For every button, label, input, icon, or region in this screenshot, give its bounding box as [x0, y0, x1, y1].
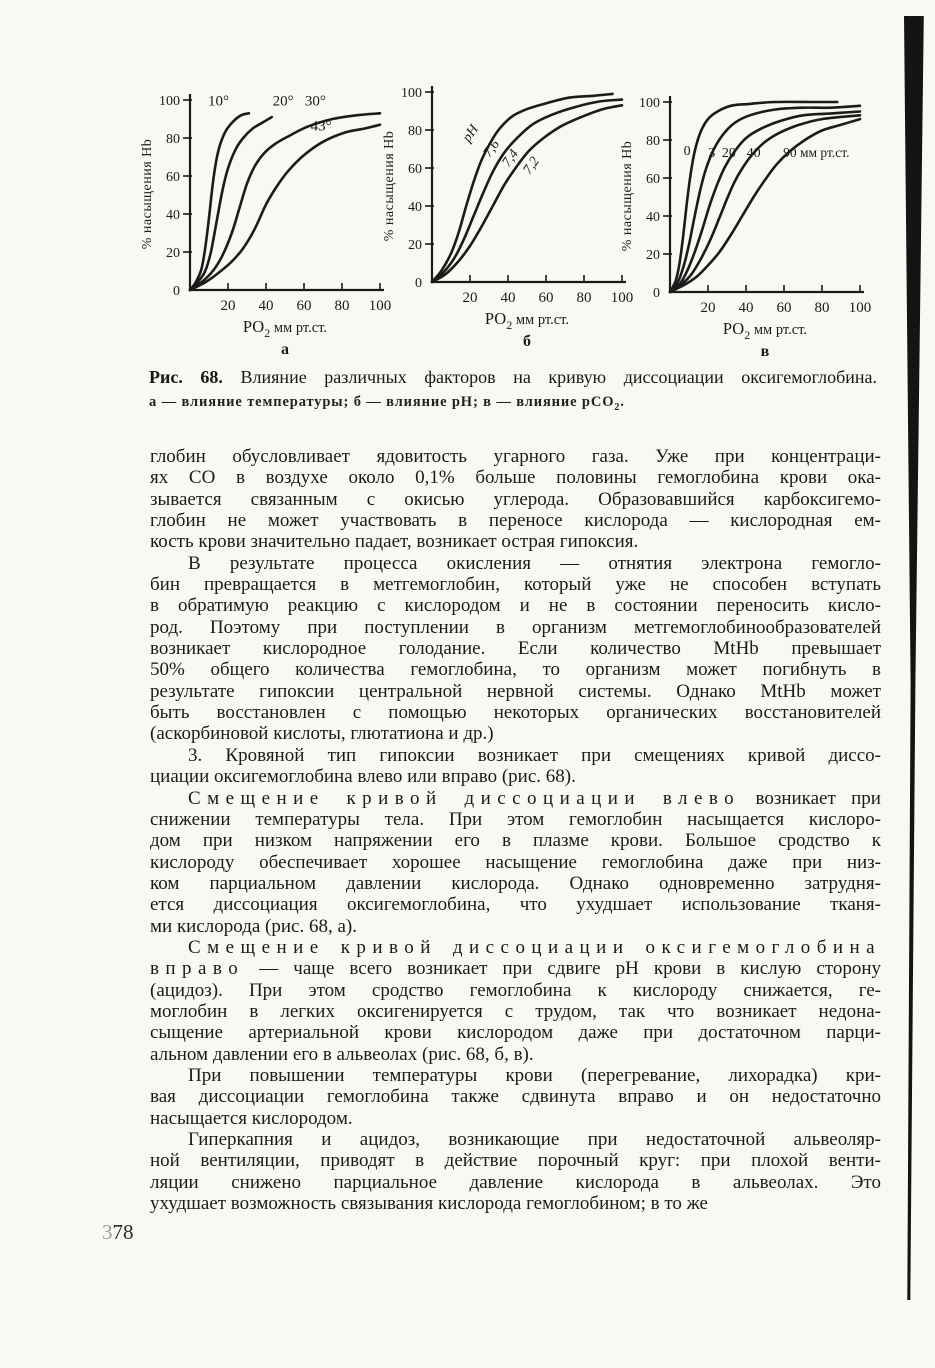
- y-tick-label: 40: [166, 208, 180, 223]
- dissociation-chart-ph: [374, 78, 636, 350]
- curve-pH-7-2: [432, 105, 622, 282]
- x-axis-title: $РО_2$ мм рт.ст.: [722, 319, 808, 342]
- y-tick-label: 100: [639, 96, 660, 111]
- text-line: [150, 681, 881, 702]
- y-tick-label: 0: [415, 276, 422, 291]
- text-segment: — чаще всего возникает при сдвиге pH крови в кислую сторону: [244, 958, 881, 980]
- figure-caption: [149, 366, 877, 413]
- paragraph: [150, 1129, 881, 1214]
- text-segment: снижении температуры тела. При этом гемоглобин насыщается кислоро-: [150, 808, 881, 830]
- text-segment: бин превращается в метгемоглобин, который уже не способен вступать: [150, 574, 881, 596]
- text-segment: (ацидоз). При этом сродство гемоглобина к кислороду снижается, ге-: [150, 979, 881, 1001]
- text-line: [150, 489, 881, 510]
- text-line: [150, 745, 881, 766]
- x-tick-label: 60: [776, 300, 792, 316]
- text-line: [150, 1065, 881, 1086]
- text-line: [150, 446, 881, 467]
- text-segment: ях СО в воздухе около 0,1% больше половины гемоглобина крови ока-: [150, 467, 881, 489]
- x-tick-label: 80: [576, 290, 592, 306]
- figure-caption-note: [149, 394, 877, 413]
- text-segment: вая диссоциации гемоглобина также сдвинута вправо и он недостаточно: [150, 1086, 881, 1108]
- y-tick-label: 80: [408, 124, 422, 139]
- curve-label: 7,4: [499, 146, 522, 170]
- text-line: [150, 830, 881, 851]
- text-segment: альном давлении его в альвеолах (рис. 68, б, в).: [150, 1043, 534, 1065]
- x-tick-label: 100: [848, 300, 872, 316]
- curve-label: 7,6: [480, 137, 503, 161]
- text-line: [150, 1193, 881, 1214]
- y-tick-label: 40: [646, 210, 660, 225]
- text-segment: сыщение артериальной крови кислородом даже при достаточном парци-: [150, 1022, 881, 1044]
- text-segment: насыщается кислородом.: [150, 1107, 353, 1129]
- curve-label: 20°: [272, 93, 294, 110]
- paragraph: [150, 1065, 881, 1129]
- chart-c-plot: [612, 88, 874, 360]
- curve-label: 20: [721, 146, 736, 162]
- text-line: [150, 1108, 881, 1129]
- text-segment: ется диссоциация оксигемоглобина, что ухудшает использование тканя-: [150, 894, 881, 916]
- y-tick-label: 80: [166, 132, 180, 147]
- caption-note-segment: — влияние рСО: [491, 394, 615, 410]
- y-tick-label: 0: [653, 286, 660, 301]
- text-segment: ми кислорода (рис. 68, а).: [150, 915, 357, 937]
- text-segment: ком парциальном давлении кислорода. Однако одновременно затрудня-: [150, 872, 881, 894]
- text-line: [150, 723, 881, 744]
- curve-label: 7,2: [520, 154, 543, 178]
- text-line: [150, 1150, 881, 1171]
- text-segment: моглобин в легких оксигенируется с трудом, так что возникает недона-: [150, 1000, 881, 1022]
- panel-letter: в: [760, 343, 770, 360]
- x-tick-label: 60: [538, 290, 554, 306]
- caption-note-segment: — влияние температуры;: [157, 394, 354, 410]
- text-line: [150, 916, 881, 937]
- text-line: [150, 553, 881, 574]
- y-tick-label: 20: [408, 238, 422, 253]
- y-tick-label: 60: [166, 170, 180, 185]
- y-axis-title: % насыщения Hb: [620, 140, 635, 252]
- curve-pH-7-6: [432, 94, 613, 282]
- text-line: [150, 467, 881, 488]
- paragraph: [150, 788, 881, 937]
- text-segment: зывается связанным с окисью углерода. Образовавшийся карбоксигемо-: [150, 488, 881, 510]
- emphasized-spaced-text: вправо: [150, 958, 245, 980]
- text-segment: быть восстановлен с помощью некоторых органических восстановителей: [150, 702, 881, 724]
- caption-note-segment: — влияние pH;: [361, 394, 484, 410]
- curve-label: pH: [459, 122, 482, 146]
- caption-note-segment: 2: [614, 401, 621, 413]
- curve-pH-7-4: [432, 100, 622, 282]
- paragraph: [150, 446, 881, 553]
- y-tick-label: 100: [401, 86, 422, 101]
- text-segment: ляции снижено парциальное давление кислорода в альвеолах. Это: [150, 1171, 881, 1193]
- y-tick-label: 0: [173, 284, 180, 299]
- text-line: [150, 958, 881, 979]
- chart-a-plot: [132, 86, 394, 358]
- caption-note-segment: а: [149, 394, 158, 410]
- text-line: [150, 980, 881, 1001]
- panel-letter: б: [523, 333, 531, 350]
- text-line: [150, 531, 881, 552]
- x-axis-title: $РО_2$ мм рт.ст.: [242, 317, 328, 340]
- figure-number: Рис. 68.: [149, 367, 223, 387]
- text-line: [150, 574, 881, 595]
- x-tick-label: 20: [220, 298, 236, 314]
- text-segment: в обратимую реакцию с кислородом и не в состоянии переносить кисло-: [150, 595, 881, 617]
- emphasized-spaced-text: Смещение кривой диссоциации оксигемоглобина: [188, 936, 881, 958]
- curve-label: 40: [746, 146, 761, 162]
- x-tick-label: 60: [296, 298, 312, 314]
- text-segment: При повышении температуры крови (перегревание, лихорадка) кри-: [188, 1064, 881, 1086]
- chart-b-plot: [374, 78, 636, 350]
- text-segment: глобин не может участвовать в переносе кислорода — кислородная ем-: [150, 510, 881, 532]
- y-tick-label: 20: [646, 248, 660, 263]
- text-line: [150, 659, 881, 680]
- text-segment: Гиперкапния и ацидоз, возникающие при недостаточной альвеоляр-: [188, 1129, 881, 1150]
- dissociation-chart-temperature: [132, 86, 394, 358]
- y-tick-label: 40: [408, 200, 422, 215]
- curve-label: 0: [683, 144, 691, 160]
- x-tick-label: 40: [258, 298, 274, 314]
- text-line: [150, 1172, 881, 1193]
- emphasized-spaced-text: Смещение кривой диссоциации влево: [188, 787, 741, 809]
- body-text: [150, 446, 881, 1214]
- curve-30-: [190, 113, 380, 290]
- x-tick-label: 40: [738, 300, 754, 316]
- text-segment: кость крови значительно падает, возникает острая гипоксия.: [150, 531, 639, 553]
- y-tick-label: 60: [408, 162, 422, 177]
- y-tick-label: 60: [646, 172, 660, 187]
- x-tick-label: 40: [500, 290, 516, 306]
- x-tick-label: 100: [610, 290, 634, 306]
- text-segment: кислороду обеспечивает хорошее насыщение гемоглобина даже при низ-: [150, 851, 881, 873]
- text-line: [150, 617, 881, 638]
- text-segment: 3. Кровяной тип гипоксии возникает при смещениях кривой диссо-: [188, 744, 881, 766]
- x-tick-label: 100: [368, 298, 392, 314]
- axes: [432, 86, 626, 282]
- scan-edge-artifact: [898, 16, 928, 1300]
- curve-label: 10°: [208, 93, 229, 110]
- text-line: [150, 766, 881, 787]
- y-axis-title: % насыщения Hb: [140, 138, 155, 250]
- caption-note-segment: б: [353, 394, 362, 410]
- caption-note-segment: .: [620, 394, 625, 410]
- text-segment: род. Поэтому при поступлении в организм метгемоглобинообразователей: [150, 616, 881, 638]
- text-line: [150, 1129, 881, 1150]
- text-line: [150, 595, 881, 616]
- text-line: [150, 873, 881, 894]
- x-tick-label: 20: [700, 300, 716, 316]
- text-line: [150, 1086, 881, 1107]
- text-segment: дом при низком напряжении его в плазме крови. Большое сродство к: [150, 830, 881, 852]
- text-segment: результате гипоксии центральной нервной системы. Однако MtHb может: [150, 680, 881, 702]
- text-line: [150, 1022, 881, 1043]
- x-tick-label: 80: [814, 300, 830, 316]
- curve-label: 43°: [310, 118, 332, 135]
- text-line: [150, 1044, 881, 1065]
- page-number: 378: [102, 1220, 134, 1244]
- text-line: [150, 788, 881, 809]
- text-segment: возникает кислородное голодание. Если количество MtHb превышает: [150, 638, 881, 660]
- text-line: [150, 1001, 881, 1022]
- paragraph: [150, 937, 881, 1065]
- curve-label: 90 мм рт.ст.: [783, 145, 850, 161]
- text-segment: глобин обусловливает ядовитость угарного газа. Уже при концентраци-: [150, 446, 881, 467]
- text-segment: (аскорбиновой кислоты, глютатиона и др.): [150, 723, 494, 745]
- y-tick-label: 20: [166, 246, 180, 261]
- curve-label: 3: [708, 146, 716, 162]
- text-line: [150, 702, 881, 723]
- text-segment: В результате процесса окисления — отнятия электрона гемогло-: [188, 552, 881, 574]
- caption-note-segment: в: [483, 394, 492, 410]
- curve-label: 30°: [304, 93, 326, 110]
- x-tick-label: 80: [334, 298, 350, 314]
- text-line: [150, 937, 881, 958]
- figure-caption-title: [149, 366, 877, 388]
- text-line: [150, 894, 881, 915]
- x-axis-title: $РО_2$ мм рт.ст.: [484, 309, 570, 332]
- paragraph: [150, 553, 881, 745]
- text-segment: 50% общего количества гемоглобина, то организм может погибнуть в: [150, 659, 881, 681]
- figure-title-text: Влияние различных факторов на кривую диссоциации оксигемоглобина.: [240, 367, 878, 387]
- text-segment: возникает при: [740, 787, 881, 809]
- text-line: [150, 852, 881, 873]
- text-segment: циации оксигемоглобина влево или вправо (рис. 68).: [150, 766, 576, 788]
- text-line: [150, 510, 881, 531]
- text-line: [150, 638, 881, 659]
- x-tick-label: 20: [462, 290, 478, 306]
- text-line: [150, 809, 881, 830]
- dissociation-chart-pco2: [612, 88, 874, 360]
- text-segment: ной вентиляции, приводят в действие порочный круг: при плохой венти-: [150, 1150, 881, 1172]
- y-tick-label: 80: [646, 134, 660, 149]
- y-axis-title: % насыщения Hb: [382, 130, 397, 242]
- text-segment: ухудшает возможность связывания кислорода гемоглобином; в то же: [150, 1193, 708, 1215]
- paragraph: [150, 745, 881, 788]
- y-tick-label: 100: [159, 94, 180, 109]
- panel-letter: а: [281, 341, 289, 358]
